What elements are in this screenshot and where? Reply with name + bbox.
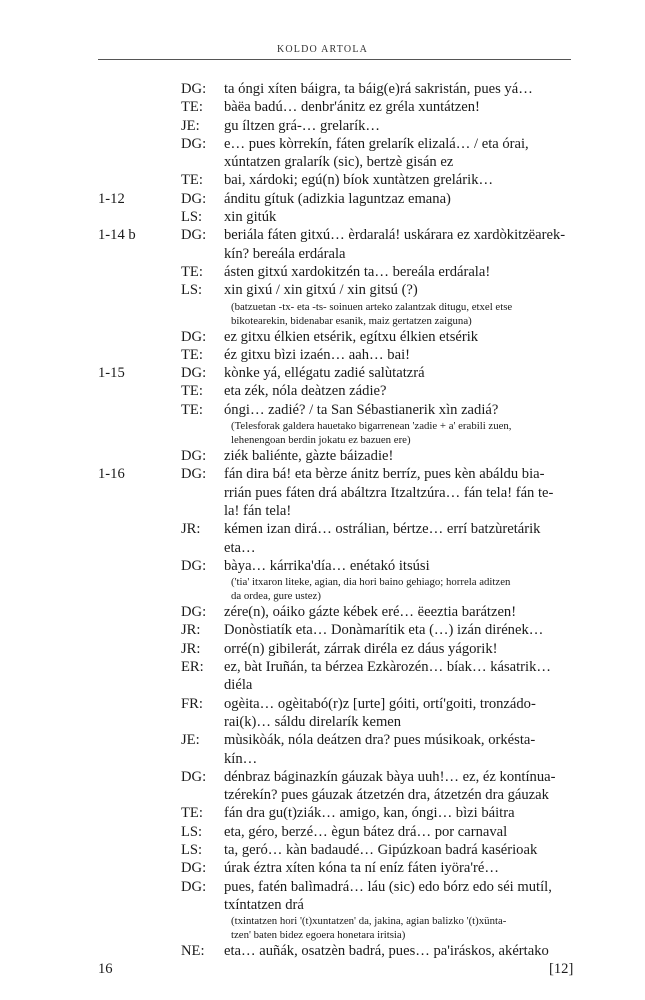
line-reference: 1-16 — [98, 466, 125, 483]
speaker-label: DG: — [181, 466, 207, 483]
transcript-line — [0, 695, 645, 713]
speaker-label: JR: — [181, 622, 201, 639]
speaker-label: LS: — [181, 841, 203, 858]
utterance-text: ez, bàt Iruñán, ta bérzea Ezkàrozén… bíak… kásatrik… — [224, 659, 551, 676]
transcript-line — [0, 153, 645, 171]
transcript-line — [0, 346, 645, 364]
annotation-line — [0, 589, 645, 603]
section-marker: [12] — [549, 961, 574, 977]
utterance-text: rai(k)… sáldu direlarík kemen — [224, 713, 402, 730]
utterance-text: kín… — [224, 750, 258, 767]
line-reference: 1-12 — [98, 190, 125, 207]
speaker-label: DG: — [181, 557, 207, 574]
speaker-label: DG: — [181, 365, 207, 382]
annotation-line — [0, 575, 645, 589]
utterance-text: bai, xárdoki; egú(n) bíok xuntàtzen grelárik… — [224, 172, 494, 189]
transcript-line — [0, 640, 645, 658]
transcript-line — [0, 447, 645, 465]
transcript-line — [0, 171, 645, 189]
speaker-label: TE: — [181, 401, 203, 418]
transcript-line — [0, 382, 645, 400]
transcript-line — [0, 263, 645, 281]
utterance-text: la! fán tela! — [224, 502, 292, 519]
utterance-text: ez gitxu élkien etsérik, egítxu élkien etsérik — [224, 328, 479, 345]
utterance-text: fán dra gu(t)ziák… amigo, kan, óngi… bìzi báitra — [224, 805, 515, 822]
utterance-text: e… pues kòrrekín, fáten grelarík elizalá… / eta órai, — [224, 135, 529, 152]
transcript-line — [0, 878, 645, 896]
transcript-line — [0, 328, 645, 346]
speaker-label: FR: — [181, 695, 203, 712]
utterance-text: txíntatzen drá — [224, 896, 304, 913]
speaker-label: TE: — [181, 346, 203, 363]
transcript-line — [0, 98, 645, 116]
annotation-text: (txintatzen hori '(t)xuntatzen' da, jakina, agian balizko '(t)xünta- — [231, 915, 507, 928]
utterance-text: eta zék, nóla deàtzen zádie? — [224, 383, 387, 400]
speaker-label: DG: — [181, 448, 207, 465]
transcript-line — [0, 658, 645, 676]
speaker-label: DG: — [181, 604, 207, 621]
transcript-line — [0, 557, 645, 575]
transcript-line — [0, 465, 645, 483]
utterance-text: ta, geró… kàn badaudé… Gipúzkoan badrá kasérioak — [224, 841, 538, 858]
utterance-text: dénbraz báginazkín gáuzak bàya uuh!… ez, éz kontínua- — [224, 768, 556, 785]
transcript-line — [0, 713, 645, 731]
utterance-text: eta… auñák, osatzèn badrá, pues… pa'iráskos, akértako — [224, 943, 549, 960]
utterance-text: orré(n) gibilerát, zárrak diréla ez dáus yágorik! — [224, 640, 498, 657]
transcript-line — [0, 841, 645, 859]
speaker-label: TE: — [181, 99, 203, 116]
annotation-line — [0, 433, 645, 447]
utterance-text: ogèita… ogèitabó(r)z [urte] góiti, ortí'goiti, tronzádo- — [224, 695, 536, 712]
speaker-label: DG: — [181, 190, 207, 207]
annotation-text: da ordea, gure ustez) — [231, 590, 321, 603]
speaker-label: JR: — [181, 640, 201, 657]
speaker-label: DG: — [181, 227, 207, 244]
utterance-text: rrián pues fáten drá abáltzra Itzaltzúra… fán tela! fán te- — [224, 484, 554, 501]
utterance-text: bàya… kárrika'día… enétakó itsúsi — [224, 557, 430, 574]
annotation-text: bikotearekin, bidenabar esanik, maiz gertatzen zaiguna) — [231, 314, 472, 327]
transcript-line — [0, 676, 645, 694]
transcript-line — [0, 502, 645, 520]
header-rule — [98, 59, 571, 60]
annotation-text: lehenengoan berdin jokatu ez bazuen ere) — [231, 434, 411, 447]
transcript-line — [0, 786, 645, 804]
speaker-label: TE: — [181, 805, 203, 822]
transcript-line — [0, 80, 645, 98]
speaker-label: DG: — [181, 860, 207, 877]
utterance-text: kémen izan dirá… ostrálian, bértze… errí batzùretárik — [224, 521, 541, 538]
speaker-label: JE: — [181, 732, 200, 749]
utterance-text: tzérekín? pues gáuzak átzetzén dra, átzetzén dra gáuzak — [224, 787, 549, 804]
utterance-text: eta… — [224, 539, 256, 556]
utterance-text: fán dira bá! eta bèrze ánitz berríz, pues kèn abáldu bia- — [224, 466, 545, 483]
transcript-line — [0, 364, 645, 382]
utterance-text: beriála fáten gitxú… èrdaralá! uskárara ez xardòkitzëarek- — [224, 227, 566, 244]
transcript-line — [0, 750, 645, 768]
transcript-line — [0, 226, 645, 244]
utterance-text: gu íltzen grá-… grelarík… — [224, 117, 381, 134]
transcript-line — [0, 281, 645, 299]
utterance-text: ziék baliénte, gàzte báizadie! — [224, 448, 394, 465]
speaker-label: LS: — [181, 209, 203, 226]
transcript-line — [0, 520, 645, 538]
utterance-text: óngi… zadié? / ta San Sébastianerik xìn zadiá? — [224, 401, 499, 418]
speaker-label: ER: — [181, 659, 204, 676]
transcript-line — [0, 731, 645, 749]
transcript-line — [0, 942, 645, 960]
utterance-text: zére(n), oáiko gázte kébek eré… ëeeztia barátzen! — [224, 604, 517, 621]
utterance-text: pues, fatén balìmadrá… láu (sic) edo bórz edo séi mutíl, — [224, 878, 552, 895]
utterance-text: kònke yá, ellégatu zadié salùtatzrá — [224, 365, 425, 382]
transcript-line — [0, 539, 645, 557]
transcript-line — [0, 401, 645, 419]
annotation-text: tzen' baten bidez egoera honetara iritsia) — [231, 929, 406, 942]
utterance-text: ánditu gítuk (adizkia laguntzaz emana) — [224, 190, 451, 207]
utterance-text: xúntatzen gralarík (sic), bertzè gisán ez — [224, 154, 454, 171]
utterance-text: mùsikòák, nóla deátzen dra? pues músikoak, orkésta- — [224, 732, 536, 749]
line-reference: 1-15 — [98, 365, 125, 382]
speaker-label: LS: — [181, 823, 203, 840]
transcript-line — [0, 859, 645, 877]
speaker-label: TE: — [181, 263, 203, 280]
speaker-label: TE: — [181, 383, 203, 400]
utterance-text: bàëa badú… denbr'ánitz ez gréla xuntátzen! — [224, 99, 480, 116]
transcript-line — [0, 621, 645, 639]
transcript-line — [0, 117, 645, 135]
utterance-text: kín? bereála erdárala — [224, 245, 346, 262]
transcript-line — [0, 823, 645, 841]
speaker-label: TE: — [181, 172, 203, 189]
annotation-line — [0, 928, 645, 942]
transcript-line — [0, 896, 645, 914]
transcript-line — [0, 804, 645, 822]
running-header: KOLDO ARTOLA — [276, 44, 369, 55]
annotation-line — [0, 419, 645, 433]
speaker-label: DG: — [181, 768, 207, 785]
utterance-text: eta, géro, berzé… ègun bátez drá… por carnaval — [224, 823, 508, 840]
transcript-body — [0, 80, 645, 960]
utterance-text: ta óngi xíten báigra, ta báig(e)rá sakristán, pues yá… — [224, 81, 533, 97]
speaker-label: JR: — [181, 521, 201, 538]
speaker-label: JE: — [181, 117, 200, 134]
speaker-label: LS: — [181, 282, 203, 299]
speaker-label: DG: — [181, 135, 207, 152]
speaker-label: DG: — [181, 878, 207, 895]
page-number: 16 — [98, 961, 113, 977]
utterance-text: xin gitúk — [224, 209, 277, 226]
utterance-text: ásten gitxú xardokitzén ta… bereála erdárala! — [224, 263, 491, 280]
transcript-line — [0, 484, 645, 502]
annotation-line — [0, 914, 645, 928]
line-reference: 1-14 b — [98, 227, 136, 244]
utterance-text: diéla — [224, 677, 253, 694]
annotation-text: (batzuetan -tx- eta -ts- soinuen arteko zalantzak ditugu, etxel etse — [231, 300, 513, 313]
utterance-text: xin gixú / xin gitxú / xin gitsú (?) — [224, 282, 418, 299]
speaker-label: DG: — [181, 328, 207, 345]
annotation-line — [0, 300, 645, 314]
transcript-line — [0, 245, 645, 263]
transcript-line — [0, 768, 645, 786]
transcript-line — [0, 603, 645, 621]
utterance-text: éz gitxu bìzi izaén… aah… bai! — [224, 346, 410, 363]
speaker-label: DG: — [181, 81, 207, 97]
utterance-text: Donòstiatík eta… Donàmarítik eta (…) izán dirének… — [224, 622, 544, 639]
annotation-text: ('tia' itxaron liteke, agian, dia hori baino gehiago; horrela aditzen — [231, 576, 511, 589]
transcript-line — [0, 208, 645, 226]
speaker-label: NE: — [181, 943, 205, 960]
transcript-line — [0, 190, 645, 208]
annotation-text: (Telesforak galdera hauetako bigarrenean 'zadie + a' erabili zuen, — [231, 420, 512, 433]
annotation-line — [0, 314, 645, 328]
transcript-line — [0, 135, 645, 153]
utterance-text: úrak éztra xíten kóna ta ní eníz fáten iyöra'ré… — [224, 860, 499, 877]
